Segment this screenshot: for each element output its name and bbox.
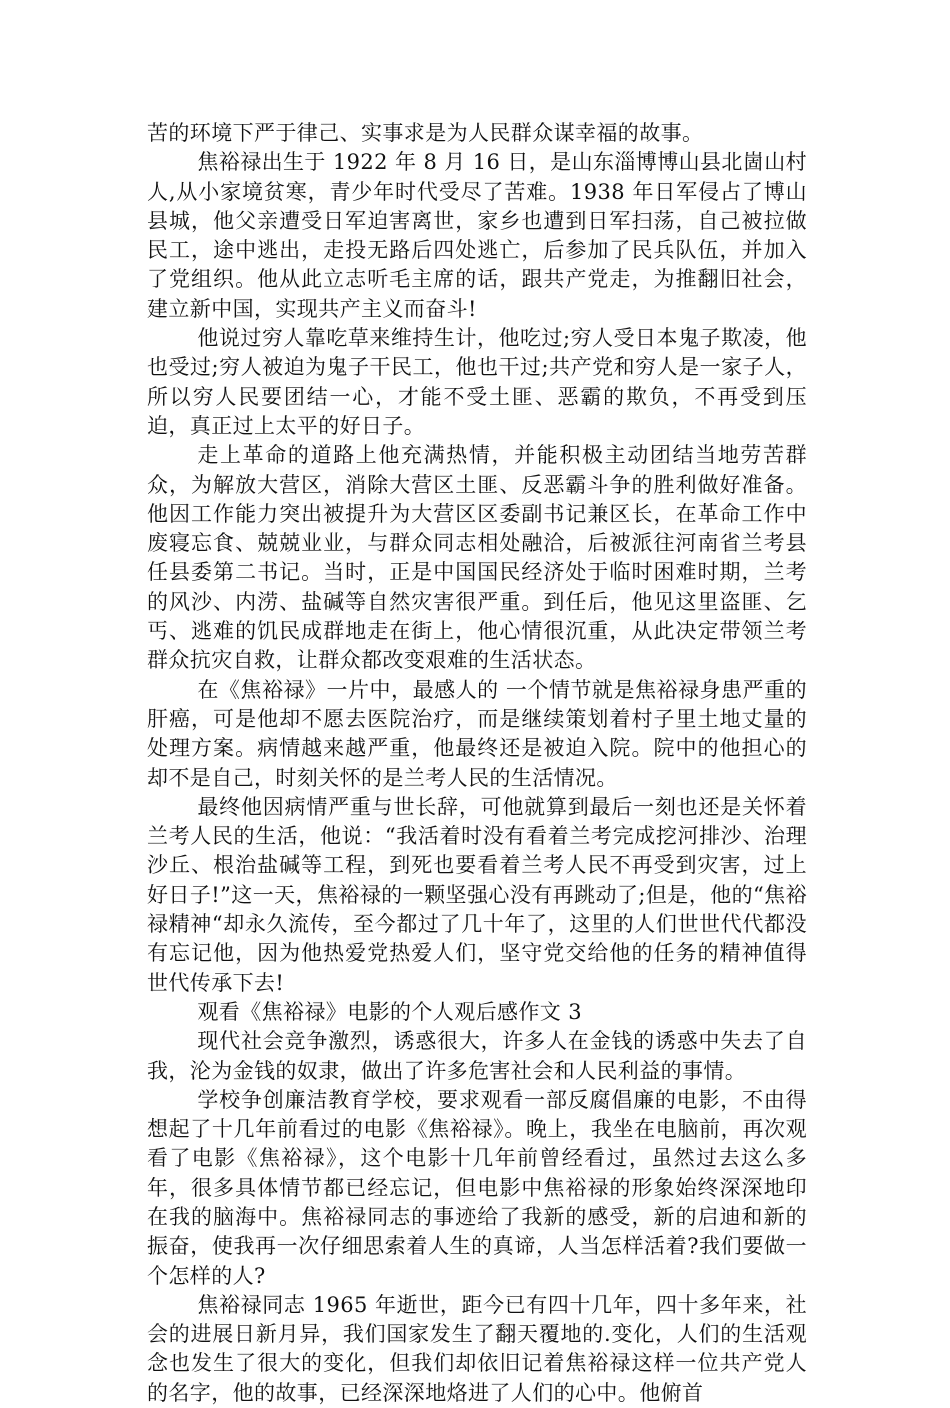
paragraph-9: 焦裕禄同志 1965 年逝世，距今已有四十几年，四十多年来，社会的进展日新月异，我们国家发生了翻天覆地的.变化，人们的生活观念也发生了很大的变化，但我们却依旧记着焦裕禄这样一位共产党人的名字，他的故事，已经深深地烙进了人们的心中。他俯首 xyxy=(147,1292,807,1405)
paragraph-8: 学校争创廉洁教育学校，要求观看一部反腐倡廉的电影，不由得想起了十几年前看过的电影《焦裕禄》。晚上，我坐在电脑前，再次观看了电影《焦裕禄》，这个电影十几年前曾经看过，虽然过去这么多年，很多具体情节都已经忘记，但电影中焦裕禄的形象始终深深地印在我的脑海中。焦裕禄同志的事迹给了我新的感受，新的启迪和新的振奋，使我再一次仔细思索着人生的真谛，人当怎样活着?我们要做一个怎样的人? xyxy=(147,1087,807,1288)
paragraph-7: 现代社会竞争激烈，诱惑很大，许多人在金钱的诱惑中失去了自我，沦为金钱的奴隶，做出了许多危害社会和人民利益的事情。 xyxy=(147,1029,807,1083)
paragraph-3: 他说过穷人靠吃草来维持生计，他吃过;穷人受日本鬼子欺凌，他也受过;穷人被迫为鬼子干民工，他也干过;共产党和穷人是一家子人，所以穷人民要团结一心，才能不受土匪、恶霸的欺负，不再受到压迫，真正过上太平的好日子。 xyxy=(147,326,807,438)
paragraph-2: 焦裕禄出生于 1922 年 8 月 16 日，是山东淄博博山县北崮山村人,从小家境贫寒，青少年时代受尽了苦难。1938 年日军侵占了博山县城，他父亲遭受日军迫害离世，家乡也遭到日军扫荡，自己被拉做民工，途中逃出，走投无路后四处逃亡，后参加了民兵队伍，并加入了党组织。他从此立志听毛主席的话，跟共产党走，为推翻旧社会，建立新中国，实现共产主义而奋斗! xyxy=(147,150,807,321)
section-heading: 观看《焦裕禄》电影的个人观后感作文 3 xyxy=(197,999,583,1024)
paragraph-4: 走上革命的道路上他充满热情，并能积极主动团结当地劳苦群众，为解放大营区，消除大营区土匪、反恶霸斗争的胜利做好准备。他因工作能力突出被提升为大营区区委副书记兼区长，在革命工作中废寝忘食、兢兢业业，与群众同志相处融洽，后被派往河南省兰考县任县委第二书记。当时，正是中国国民经济处于临时困难时期，兰考的风沙、内涝、盐碱等自然灾害很严重。到任后，他见这里盗匪、乞丐、逃难的饥民成群地走在街上，他心情很沉重，从此决定带领兰考群众抗灾自救，让群众都改变艰难的生活状态。 xyxy=(147,443,807,673)
paragraph-6: 最终他因病情严重与世长辞，可他就算到最后一刻也还是关怀着兰考人民的生活，他说：“我活着时没有看着兰考完成挖河排沙、治理沙丘、根治盐碱等工程，到死也要看着兰考人民不再受到灾害，过上好日子!”这一天，焦裕禄的一颗坚强心没有再跳动了;但是，他的“焦裕禄精神“却永久流传，至今都过了几十年了，这里的人们世世代代都没有忘记他，因为他热爱党热爱人们，坚守党交给他的任务的精神值得世代传承下去! xyxy=(147,794,807,995)
paragraph-5: 在《焦裕禄》一片中，最感人的 一个情节就是焦裕禄身患严重的肝癌，可是他却不愿去医院治疗，而是继续策划着村子里土地丈量的处理方案。病情越来越严重，他最终还是被迫入院。院中的他担心的却不是自己，时刻关怀的是兰考人民的生活情况。 xyxy=(147,677,807,790)
paragraph-1: 苦的环境下严于律己、实事求是为人民群众谋幸福的故事。 xyxy=(147,121,704,145)
document-body xyxy=(147,119,807,1408)
